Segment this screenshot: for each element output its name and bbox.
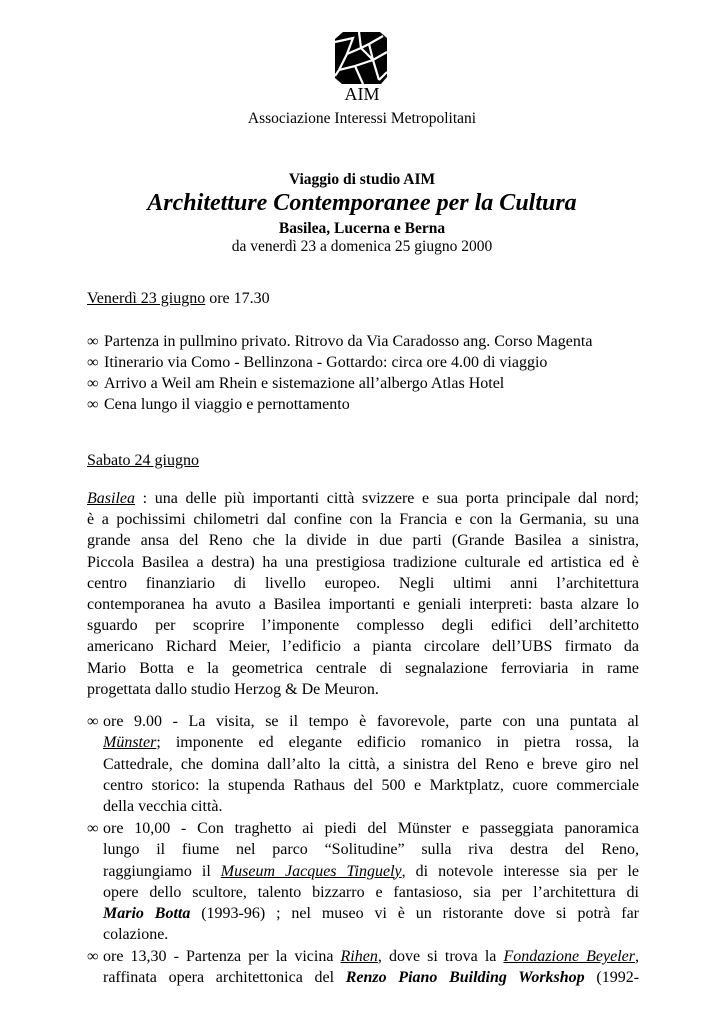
infinity-bullet-icon: ∞	[87, 948, 99, 965]
paragraph-line: americano Richard Meier, l’edificio a pianta circolare dell’UBS firmato da	[87, 638, 639, 656]
basilea-paragraph	[87, 488, 639, 700]
trip-cities: Basilea, Lucerna e Berna	[278, 220, 446, 237]
paragraph-line: Piccola Basilea a destra) ha una prestigiosa tradizione culturale ed artistica ed è	[87, 553, 639, 571]
friday-date: Venerdì 23 giugno	[87, 290, 206, 307]
list-item	[87, 373, 639, 394]
paragraph-line: è a pochissimi chilometri dal confine con la Francia e con la Germania, su una	[87, 511, 639, 529]
item-line: Mario Botta (1993-96) ; nel museo vi è un ristorante dove si potrà far	[103, 905, 639, 923]
paragraph-line: contemporanea ha avuto a Basilea importanti e geniali interpreti: basta alzare lo	[87, 596, 639, 614]
friday-list	[87, 331, 639, 415]
item-line: ore 10,00 - Con traghetto ai piedi del Münster e passeggiata panoramica	[103, 820, 639, 837]
item-line: centro storico: la stupenda Rathaus del 500 e Marktplatz, cuore commerciale	[103, 776, 639, 794]
infinity-bullet-icon: ∞	[87, 375, 99, 392]
list-item-text: Cena lungo il viaggio e pernottamento	[104, 396, 350, 413]
architect-renzo-piano: Renzo Piano Building Workshop	[345, 969, 585, 987]
item-line: opere dello scultore, talento bizzarro e fantasioso, sia per l’architettura di	[103, 883, 639, 901]
item-line: raffinata opera architettonica del Renzo Piano Building Workshop (1992-	[103, 969, 640, 987]
item-line: Cattedrale, che domina dall’alto la città, a sinistra del Reno e breve giro nel	[103, 755, 639, 773]
paragraph-line: Mario Botta e la geometrica centrale di segnalazione ferroviaria in rame	[87, 659, 639, 677]
infinity-bullet-icon: ∞	[87, 333, 99, 350]
item-line: ore 9.00 - La visita, se il tempo è favorevole, parte con una puntata al	[103, 713, 639, 730]
trip-dates: da venerdì 23 a domenica 25 giugno 2000	[231, 238, 493, 255]
trip-title: Architetture Contemporanee per la Cultura	[147, 190, 577, 216]
infinity-bullet-icon: ∞	[87, 820, 99, 837]
paragraph-line: Basilea : una delle più importanti città svizzere e sua porta principale dal nord;	[87, 490, 639, 507]
list-item	[87, 352, 639, 373]
org-abbreviation: AIM	[344, 84, 380, 104]
list-item-text: Arrivo a Weil am Rhein e sistemazione all’albergo Atlas Hotel	[104, 375, 505, 392]
architect-botta: Mario Botta	[103, 905, 191, 923]
aim-logo	[333, 30, 389, 86]
item-line: lungo il fiume nel parco “Solitudine” sulla riva destra del Reno,	[103, 841, 639, 859]
friday-heading	[87, 290, 270, 308]
paragraph-line: centro finanziario di livello europeo. Negli ultimi anni l’architettura	[87, 574, 639, 592]
list-item-text: Partenza in pullmino privato. Ritrovo da Via Caradosso ang. Corso Magenta	[104, 333, 593, 350]
infinity-bullet-icon: ∞	[87, 354, 99, 371]
item-line: ore 13,30 - Partenza per la vicina Rihen, dove si trova la Fondazione Beyeler,	[103, 948, 639, 965]
basilea-label: Basilea	[87, 490, 135, 507]
saturday-heading	[87, 452, 199, 470]
list-item-text: Itinerario via Como - Bellinzona - Gottardo: circa ore 4.00 di viaggio	[104, 354, 548, 371]
museum-tinguely-link: Museum Jacques Tinguely	[220, 862, 402, 880]
paragraph-line: progettata dallo studio Herzog & De Meuron.	[87, 680, 379, 698]
schedule-item-tinguely	[87, 818, 639, 946]
trip-label: Viaggio di studio AIM	[288, 171, 436, 188]
infinity-bullet-icon: ∞	[87, 713, 99, 730]
list-item	[87, 394, 639, 415]
item-line: colazione.	[103, 926, 169, 944]
schedule-item-munster	[87, 711, 639, 817]
list-item	[87, 331, 639, 352]
rihen-link: Rihen	[340, 948, 378, 965]
saturday-date: Sabato 24 giugno	[87, 452, 199, 469]
friday-time: ore 17.30	[205, 290, 270, 307]
paragraph-line: grande ansa del Reno che la divide in due parti (Grande Basilea a sinistra,	[87, 532, 639, 550]
item-line: Münster; imponente ed elegante edificio romanico in pietra rossa, la	[103, 734, 639, 752]
org-name: Associazione Interessi Metropolitani	[247, 110, 477, 127]
paragraph-line: sguardo per scoprire l’imponente complesso degli edifici dell’architetto	[87, 617, 639, 635]
item-line: raggiungiamo il Museum Jacques Tinguely, di notevole interesse sia per le	[103, 862, 639, 880]
infinity-bullet-icon: ∞	[87, 396, 99, 413]
item-line: della vecchia città.	[103, 798, 223, 816]
munster-link: Münster	[103, 734, 157, 752]
schedule-item-beyeler	[87, 946, 639, 989]
fondazione-beyeler-link: Fondazione Beyeler	[503, 948, 635, 965]
